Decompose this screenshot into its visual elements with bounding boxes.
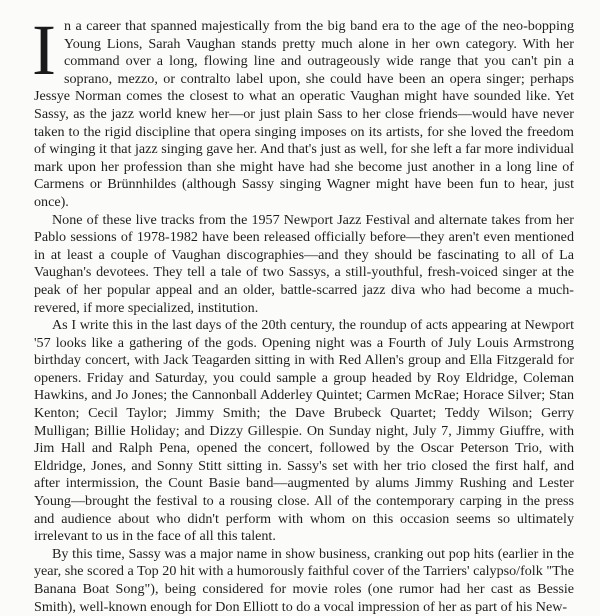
drop-cap: I [32, 10, 56, 90]
paragraph-1 [32, 10, 574, 212]
paragraph-3: As I write this in the last days of the 20th century, the roundup of acts appearing at Newport '57 looks like a gathering of the gods. Opening night was a Fourth of July Louis Armstrong birthday concert, with Jack Teagarden sitting in with Red Allen's group and Ella Fitzgerald for openers. Friday and Saturday, you could sample a group headed by Roy Eldridge, Coleman Hawkins, and Jo Jones; the Cannonball Adderley Quintet; Carmen McRae; Horace Silver; Stan Kenton; Cecil Taylor; Jimmy Smith; the Dave Brubeck Quartet; Teddy Wilson; Gerry Mulligan; Billie Holiday; and Dizzy Gillespie. On Sunday night, July 7, Jimmy Giuffre, with Jim Hall and Ralph Pena, opened the concert, followed by the Oscar Peterson Trio, with Eldridge, Jones, and Sonny Stitt sitting in. Sassy's set with her trio closed the first half, and after intermission, the Count Basie band—augmented by alums Jimmy Rushing and Lester Young—brought the festival to a rousing close. All of the contemporary carping in the press and audience about who didn't perform with whom on this occasion seems so ultimately irrelevant to us in the face of all this talent. [34, 317, 574, 545]
paragraph-1-text: n a career that spanned majestically from the big band era to the age of the neo-bopping Young Lions, Sarah Vaughan stands pretty much alone in her own category. With her command over a long, flowing line and outrageously wide range that you can't pin a soprano, mezzo, or contralto label upon, she could have been an opera singer; perhaps Jessye Norman comes the closest to what an operatic Vaughan might have sounded like. Yet Sassy, as the jazz world knew her—or just plain Sass to her close friends—would have never taken to the rigid discipline that opera singing imposes on its artists, for she loved the freedom of winging it that jazz singing gave her. And that's just as well, for she left a far more individual mark upon her profession than she might have had she become just another in a long line of Carmens or Brünnhildes (although Sassy singing Wagner might have been fun to hear, just once). [34, 18, 574, 210]
paragraph-2: None of these live tracks from the 1957 Newport Jazz Festival and alternate takes from her Pablo sessions of 1978-1982 have been released officially before—they aren't even mentioned in at least a couple of Vaughan discographies—and they should be fascinating to all of La Vaughan's devotees. They tell a tale of two Sassys, a still-youthful, fresh-voiced singer at the peak of her popular appeal and an older, battle-scarred jazz diva who had become a much-revered, if more specialized, institution. [34, 211, 574, 316]
paragraph-4: By this time, Sassy was a major name in show business, cranking out pop hits (earlier in the year, she scored a Top 20 hit with a humorously faithful cover of the Tarriers' calypso/folk "The Banana Boat Song"), being considered for movie roles (one rumor had her cast as Bessie Smith), well-known enough for Don Elliott to do a vocal impression of her as part of his New- [34, 545, 574, 615]
